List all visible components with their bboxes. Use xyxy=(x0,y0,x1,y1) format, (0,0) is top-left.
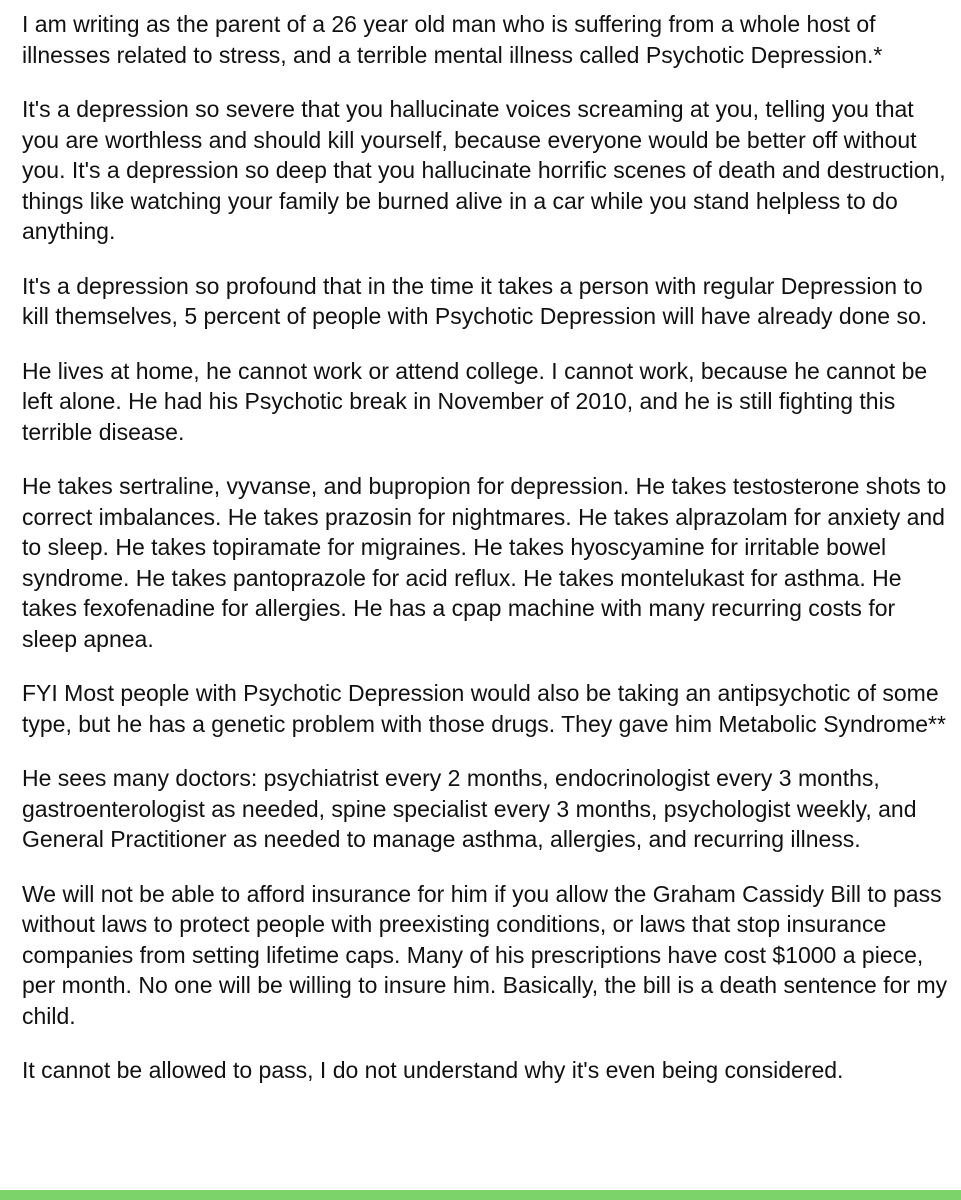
paragraph-severity: It's a depression so severe that you hallucinate voices screaming at you, telling you that you are worthless and should kill yourself, because everyone would be better off without you. It's a depression so deep that you hallucinate horrific scenes of death and destruction, things like watching your family be burned alive in a car while you stand helpless to do anything. xyxy=(22,96,946,244)
paragraph-closing: It cannot be allowed to pass, I do not understand why it's even being considered. xyxy=(22,1057,844,1083)
paragraph-statistics: It's a depression so profound that in the time it takes a person with regular Depression to kill themselves, 5 percent of people with Psychotic Depression will have already done so. xyxy=(22,272,928,329)
paragraph-insurance: We will not be able to afford insurance for him if you allow the Graham Cassidy Bill to pass without laws to protect people with preexisting conditions, or laws that stop insurance companies from setting lifetime caps. Many of his prescriptions have cost $1000 a piece, per month. No one will be willing to insure him. Basically, the bill is a death sentence for my child. xyxy=(22,880,948,1029)
paragraph-antipsychotic-note: FYI Most people with Psychotic Depression would also be taking an antipsychotic of some type, but he has a genetic problem with those drugs. They gave him Metabolic Syndrome** xyxy=(22,680,946,737)
paragraph-intro: I am writing as the parent of a 26 year old man who is suffering from a whole host of illnesses related to stress, and a terrible mental illness called Psychotic Depression.* xyxy=(22,11,883,68)
paragraph-medications: He takes sertraline, vyvanse, and bupropion for depression. He takes testosterone shots to correct imbalances. He takes prazosin for nightmares. He takes alprazolam for anxiety and to sleep. He takes topiramate for migraines. He takes hyoscyamine for irritable bowel syndrome. He takes pantoprazole for acid reflux. He takes montelukast for asthma. He takes fexofenadine for allergies. He has a cpap machine with many recurring costs for sleep apnea. xyxy=(22,473,947,652)
paragraph-doctors: He sees many doctors: psychiatrist every 2 months, endocrinologist every 3 months, gastroenterologist as needed, spine specialist every 3 months, psychologist weekly, and General Practitioner as needed to manage asthma, allergies, and recurring illness. xyxy=(22,765,917,852)
paragraph-living-situation: He lives at home, he cannot work or attend college. I cannot work, because he cannot be left alone. He had his Psychotic break in November of 2010, and he is still fighting this terrible disease. xyxy=(22,357,928,445)
